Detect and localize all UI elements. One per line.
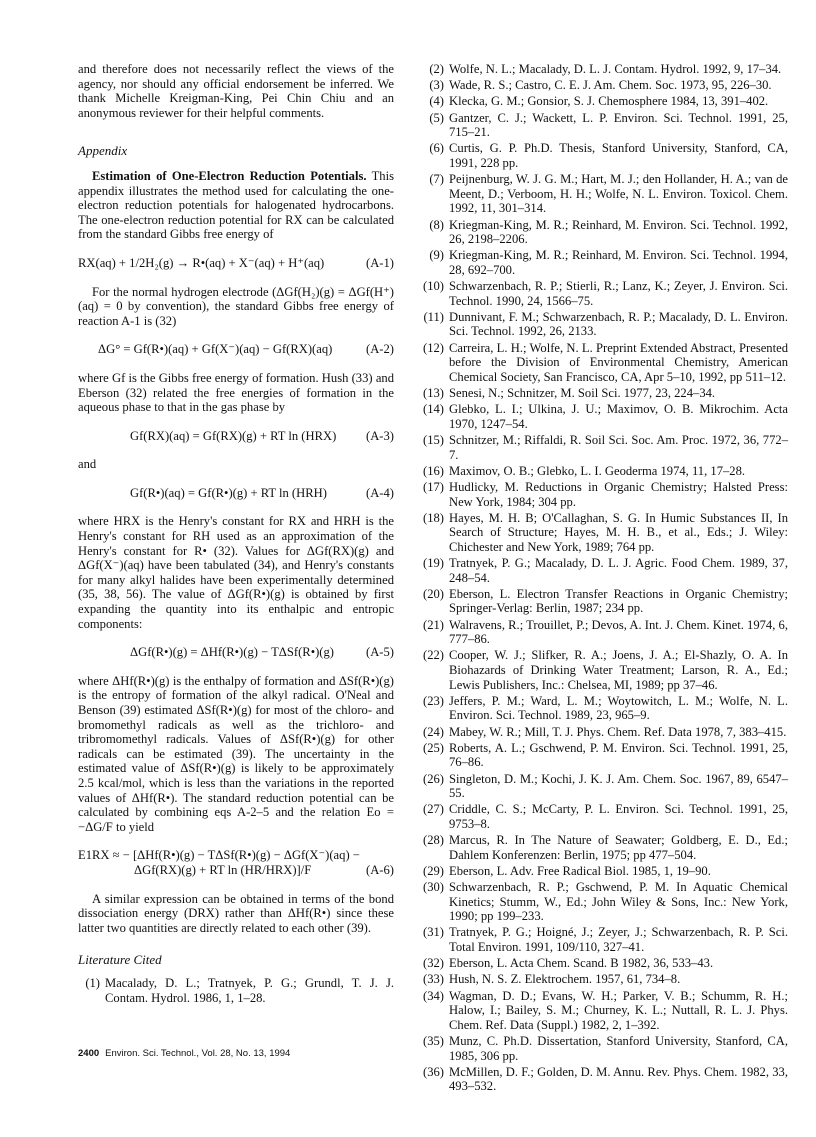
reference-item: [422, 989, 788, 1033]
equation-a1: [78, 256, 394, 271]
appendix-heading: Appendix: [78, 143, 128, 159]
reference-item: [422, 172, 788, 216]
equation-a3-body: Gf(RX)(aq) = Gf(RX)(g) + RT ln (HRX): [130, 428, 337, 443]
left-column: [78, 62, 394, 1007]
equation-a4-body: Gf(R•)(aq) = Gf(R•)(g) + RT ln (HRH): [130, 485, 327, 500]
appendix-paragraph-5: where ΔHf(R•)(g) is the enthalpy of formation and ΔSf(R•)(g) is the entropy of formation of the alkyl radical. O'Neal and Benson (39) estimated ΔSf(R•)(g) for most of the chloro- and bromomethyl radicals as well as the trichloro- and tribromomethyl radicals. Values of ΔSf(R•)(g) for other radicals can be estimated (39). The uncertainty in the estimated value of ΔSf(R•)(g) is likely to be approximately 2.5 kcal/mol, which is less than the variations in the reported values of ΔHf(R•). The standard reduction potential can be calculated by combining eqs A-2–5 and the relation Eo = −ΔG/F to yield: [78, 673, 394, 834]
reference-text: Eberson, L. Electron Transfer Reactions in Organic Chemistry; Springer-Verlag: Berlin, 1987; 234 pp.: [449, 586, 788, 616]
reference-item: [422, 464, 788, 479]
reference-text: Kriegman-King, M. R.; Reinhard, M. Environ. Sci. Technol. 1994, 28, 692–700.: [449, 248, 788, 277]
reference-item: [422, 725, 788, 740]
page-number: 2400: [78, 1048, 100, 1059]
reference-text: Tratnyek, P. G.; Hoigné, J.; Zeyer, J.; Schwarzenbach, R. P. Sci. Total Environ. 1991, 109/110, 327–41.: [449, 925, 788, 955]
equation-a2-body: ΔG° = Gf(R•)(aq) + Gf(X⁻)(aq) − Gf(RX)(aq): [98, 342, 333, 357]
reference-item: [422, 880, 788, 924]
reference-number: (26): [423, 771, 444, 786]
reference-number: (8): [429, 217, 444, 232]
equation-a4-number: (A-4): [366, 485, 394, 500]
reference-item: [422, 956, 788, 971]
reference-number: (23): [423, 693, 444, 708]
reference-item: [422, 310, 788, 339]
reference-number: (12): [423, 340, 444, 355]
reference-text: Glebko, L. I.; Ulkina, J. U.; Maximov, O. B. Mikrochim. Acta 1970, 1247–54.: [449, 402, 788, 431]
reference-text: Carreira, L. H.; Wolfe, N. L. Preprint Extended Abstract, Presented before the Division of Environmental Chemistry, American Chemical Society, San Francisco, CA, Apr 5–10, 1992, pp 511–12.: [449, 340, 788, 384]
reference-text: Wade, R. S.; Castro, C. E. J. Am. Chem. Soc. 1973, 95, 226–30.: [449, 78, 772, 93]
reference-text: Cooper, W. J.; Slifker, R. A.; Joens, J. A.; El-Shazly, O. A. In Biohazards of Drinking Water Treatment; Larson, R. A., Ed.; Lewis Publishers, Inc.: Chelsea, MI, 1989; pp 37–46.: [449, 648, 788, 692]
reference-item: [422, 433, 788, 462]
reference-text: Schwarzenbach, R. P.; Stierli, R.; Lanz, K.; Zeyer, J. Environ. Sci. Technol. 1990, 24, 1566–75.: [449, 279, 788, 308]
reference-number: (17): [423, 479, 444, 494]
reference-number: (6): [429, 141, 444, 156]
reference-item: [422, 556, 788, 585]
reference-number: (36): [423, 1064, 444, 1079]
reference-text: Hayes, M. H. B; O'Callaghan, S. G. In Humic Substances II, In Search of Structure; Hayes, M. H. B., et al., Eds.; J. Wiley: Chichester and New York, 1989; 764 pp.: [449, 510, 788, 554]
reference-number: (16): [423, 463, 444, 478]
reference-number: (9): [429, 248, 444, 263]
equation-a5-number: (A-5): [366, 645, 394, 660]
reference-number: (32): [423, 956, 444, 971]
appendix-paragraph-1: This appendix illustrates the method used for calculating the one-electron reduction potentials for halogenated hydrocarbons. The one-electron reduction potential for RX can be calculated from the standard Gibbs free energy of: [78, 168, 394, 242]
reference-item: [422, 279, 788, 308]
appendix-paragraph-2: For the normal hydrogen electrode (ΔGf(H₂)(g) = ΔGf(H⁺)(aq) = 0 by convention), the standard Gibbs free energy of reaction A-1 is (32): [78, 284, 394, 328]
reference-number: (19): [423, 556, 444, 571]
equation-a5: [78, 645, 394, 660]
reference-item: [422, 248, 788, 277]
reference-number: (3): [429, 78, 444, 93]
reference-item: [78, 976, 394, 1005]
reference-text: Eberson, L. Acta Chem. Scand. B 1982, 36, 533–43.: [449, 956, 714, 971]
equation-a3: [78, 429, 394, 444]
reference-text: Wolfe, N. L.; Macalady, D. L. J. Contam. Hydrol. 1992, 9, 17–34.: [449, 62, 782, 76]
reference-text: Hudlicky, M. Reductions in Organic Chemistry; Halsted Press: New York, 1984; 304 pp.: [449, 479, 788, 509]
page-footer: [78, 1048, 290, 1059]
equation-a2: [78, 342, 394, 357]
reference-item: [422, 511, 788, 555]
equation-a2-number: (A-2): [366, 342, 394, 357]
reference-text: Schnitzer, M.; Riffaldi, R. Soil Sci. Soc. Am. Proc. 1972, 36, 772–7.: [449, 432, 788, 462]
equation-a1-body: RX(aq) + 1/2H₂(g) → R•(aq) + X⁻(aq) + H⁺(aq): [78, 255, 325, 270]
reference-item: [422, 386, 788, 401]
reference-text: Kriegman-King, M. R.; Reinhard, M. Environ. Sci. Technol. 1992, 26, 2198–2206.: [449, 217, 788, 247]
reference-number: (20): [423, 586, 444, 601]
reference-number: (35): [423, 1034, 444, 1048]
reference-number: (2): [429, 62, 444, 76]
reference-number: (4): [429, 94, 444, 109]
reference-text: Criddle, C. S.; McCarty, P. L. Environ. Sci. Technol. 1991, 25, 9753–8.: [449, 802, 788, 831]
reference-text: Roberts, A. L.; Gschwend, P. M. Environ. Sci. Technol. 1991, 25, 76–86.: [449, 740, 788, 770]
reference-item: [422, 480, 788, 509]
reference-number: (7): [429, 172, 444, 187]
appendix-paragraph-6: A similar expression can be obtained in terms of the bond dissociation energy (DRX) rather than ΔHf(R•) since these latter two quantities are directly related to each other (39).: [78, 891, 394, 935]
reference-number: (10): [423, 279, 444, 294]
reference-item: [422, 925, 788, 954]
acknowledgment-text: and therefore does not necessarily reflect the views of the agency, nor should any official endorsement be inferred. We thank Michelle Kreigman-King, Pei Chin Chiu and an anonymous reviewer for their helpful comments.: [78, 62, 394, 120]
reference-item: [422, 78, 788, 93]
equation-a6-number: (A-6): [366, 862, 394, 877]
reference-number: (13): [423, 386, 444, 400]
reference-text: McMillen, D. F.; Golden, D. M. Annu. Rev. Phys. Chem. 1982, 33, 493–532.: [449, 1064, 788, 1094]
equation-a6-line-2: ΔGf(RX)(g) + RT ln (HR/HRX)]/F: [134, 862, 312, 877]
reference-text: Klecka, G. M.; Gonsior, S. J. Chemosphere 1984, 13, 391–402.: [449, 94, 769, 109]
reference-text: Tratnyek, P. G.; Macalady, D. L. J. Agric. Food Chem. 1989, 37, 248–54.: [449, 556, 788, 585]
reference-text: Gantzer, C. J.; Wackett, L. P. Environ. Sci. Technol. 1991, 25, 715–21.: [449, 110, 788, 140]
equation-a6-line-1: E1RX ≈ − [ΔHf(R•)(g) − TΔSf(R•)(g) − ΔGf(X⁻)(aq) −: [78, 848, 360, 863]
reference-item: [422, 62, 788, 77]
section-title: Estimation of One-Electron Reduction Potentials.: [92, 168, 367, 183]
reference-text: Munz, C. Ph.D. Dissertation, Stanford University, Stanford, CA, 1985, 306 pp.: [449, 1034, 788, 1063]
reference-item: [422, 833, 788, 862]
equation-a4: [78, 486, 394, 501]
reference-item: [422, 587, 788, 616]
journal-citation: Environ. Sci. Technol., Vol. 28, No. 13, 1994: [105, 1048, 291, 1059]
reference-item: [422, 772, 788, 801]
reference-text: Eberson, L. Adv. Free Radical Biol. 1985, 1, 19–90.: [449, 863, 711, 878]
reference-number: (31): [423, 925, 444, 940]
reference-number: (25): [423, 740, 444, 755]
reference-number: (24): [423, 724, 444, 739]
reference-text: Singleton, D. M.; Kochi, J. K. J. Am. Chem. Soc. 1967, 89, 6547–55.: [449, 771, 788, 801]
reference-item: [422, 741, 788, 770]
reference-text: Hush, N. S. Z. Elektrochem. 1957, 61, 734–8.: [449, 972, 681, 987]
reference-item: [422, 94, 788, 109]
reference-item: [422, 694, 788, 723]
reference-number: (15): [423, 432, 444, 447]
equation-a5-body: ΔGf(R•)(g) = ΔHf(R•)(g) − TΔSf(R•)(g): [130, 645, 334, 660]
reference-item: [422, 864, 788, 879]
reference-text: Maximov, O. B.; Glebko, L. I. Geoderma 1974, 11, 17–28.: [449, 463, 746, 478]
reference-number: (27): [423, 802, 444, 817]
literature-cited-heading: Literature Cited: [78, 952, 162, 968]
reference-list: [422, 62, 788, 1094]
reference-text: Senesi, N.; Schnitzer, M. Soil Sci. 1977, 23, 224–34.: [449, 386, 716, 400]
reference-item: [422, 218, 788, 247]
reference-item: [422, 972, 788, 987]
reference-number: (18): [423, 510, 444, 525]
reference-text: Wagman, D. D.; Evans, W. H.; Parker, V. B.; Schumm, R. H.; Halow, I.; Bailey, S. M.; Churney, K. L.; Nuttall, R. L. J. Phys. Chem. Ref. Data (Suppl.) 1982, 2, 1–392.: [449, 988, 788, 1032]
reference-item: [422, 618, 788, 647]
reference-number: (14): [423, 402, 444, 417]
reference-item: [422, 1065, 788, 1094]
reference-item: [422, 648, 788, 692]
reference-number: (21): [423, 617, 444, 632]
reference-item: [422, 141, 788, 170]
reference-item: [422, 402, 788, 431]
reference-number: (11): [423, 309, 444, 324]
right-column: [422, 62, 788, 1096]
reference-number: (29): [423, 863, 444, 878]
reference-number: (30): [423, 880, 444, 895]
reference-text: Walravens, R.; Trouillet, P.; Devos, A. Int. J. Chem. Kinet. 1974, 6, 777–86.: [449, 617, 788, 647]
reference-number: (34): [423, 988, 444, 1003]
reference-text: Dunnivant, F. M.; Schwarzenbach, R. P.; Macalady, D. L. Environ. Sci. Technol. 1992, 26, 2133.: [449, 309, 788, 339]
reference-text: Marcus, R. In The Nature of Seawater; Goldberg, E. D., Ed.; Dahlem Konferenzen: Berlin, 1975; pp 477–504.: [449, 833, 788, 862]
and-word: and: [78, 457, 97, 472]
reference-text: Curtis, G. P. Ph.D. Thesis, Stanford University, Stanford, CA, 1991, 228 pp.: [449, 141, 788, 170]
appendix-paragraph-3: where Gf is the Gibbs free energy of formation. Hush (33) and Eberson (32) related the free energies of formation in the aqueous phase to that in the gas phase by: [78, 370, 394, 415]
reference-item: [422, 802, 788, 831]
appendix-intro: [78, 169, 394, 242]
equation-a6: [78, 848, 394, 877]
reference-number: (1): [85, 975, 100, 990]
appendix-paragraph-4: where HRX is the Henry's constant for RX and HRH is the Henry's constant for RH used as an approximation of the Henry's constant for R• (32). Values for ΔGf(RX)(g) and ΔGf(X⁻)(aq) have been tabulated (34), and Henry's constants for many alkyl halides have been experimentally determined (35, 38, 56). The value of ΔGf(R•)(g) is obtained by first expanding the quantity into its enthalpic and entropic components:: [78, 514, 394, 631]
reference-text: Macalady, D. L.; Tratnyek, P. G.; Grundl, T. J. J. Contam. Hydrol. 1986, 1, 1–28.: [105, 975, 394, 1005]
equation-a3-number: (A-3): [366, 428, 394, 443]
reference-item: [422, 1034, 788, 1063]
reference-text: Jeffers, P. M.; Ward, L. M.; Woytowitch, L. M.; Wolfe, N. L. Environ. Sci. Technol. 1989, 23, 965–9.: [449, 693, 788, 723]
equation-a1-number: (A-1): [366, 255, 394, 270]
reference-number: (5): [429, 110, 444, 125]
reference-number: (22): [423, 648, 444, 663]
reference-text: Schwarzenbach, R. P.; Gschwend, P. M. In Aquatic Chemical Kinetics; Stumm, W., Ed.; John Wiley & Sons, Inc.: New York, 1990; pp 199–233.: [449, 880, 788, 924]
reference-item: [422, 341, 788, 385]
reference-item: [422, 111, 788, 140]
reference-text: Peijnenburg, W. J. G. M.; Hart, M. J.; den Hollander, H. A.; van de Meent, D.; Verboom, H. H.; Wolfe, N. L. Environ. Toxicol. Chem. 1992, 11, 301–314.: [449, 172, 788, 216]
reference-number: (28): [423, 833, 444, 848]
reference-number: (33): [423, 972, 444, 987]
reference-text: Mabey, W. R.; Mill, T. J. Phys. Chem. Ref. Data 1978, 7, 383–415.: [449, 724, 787, 739]
